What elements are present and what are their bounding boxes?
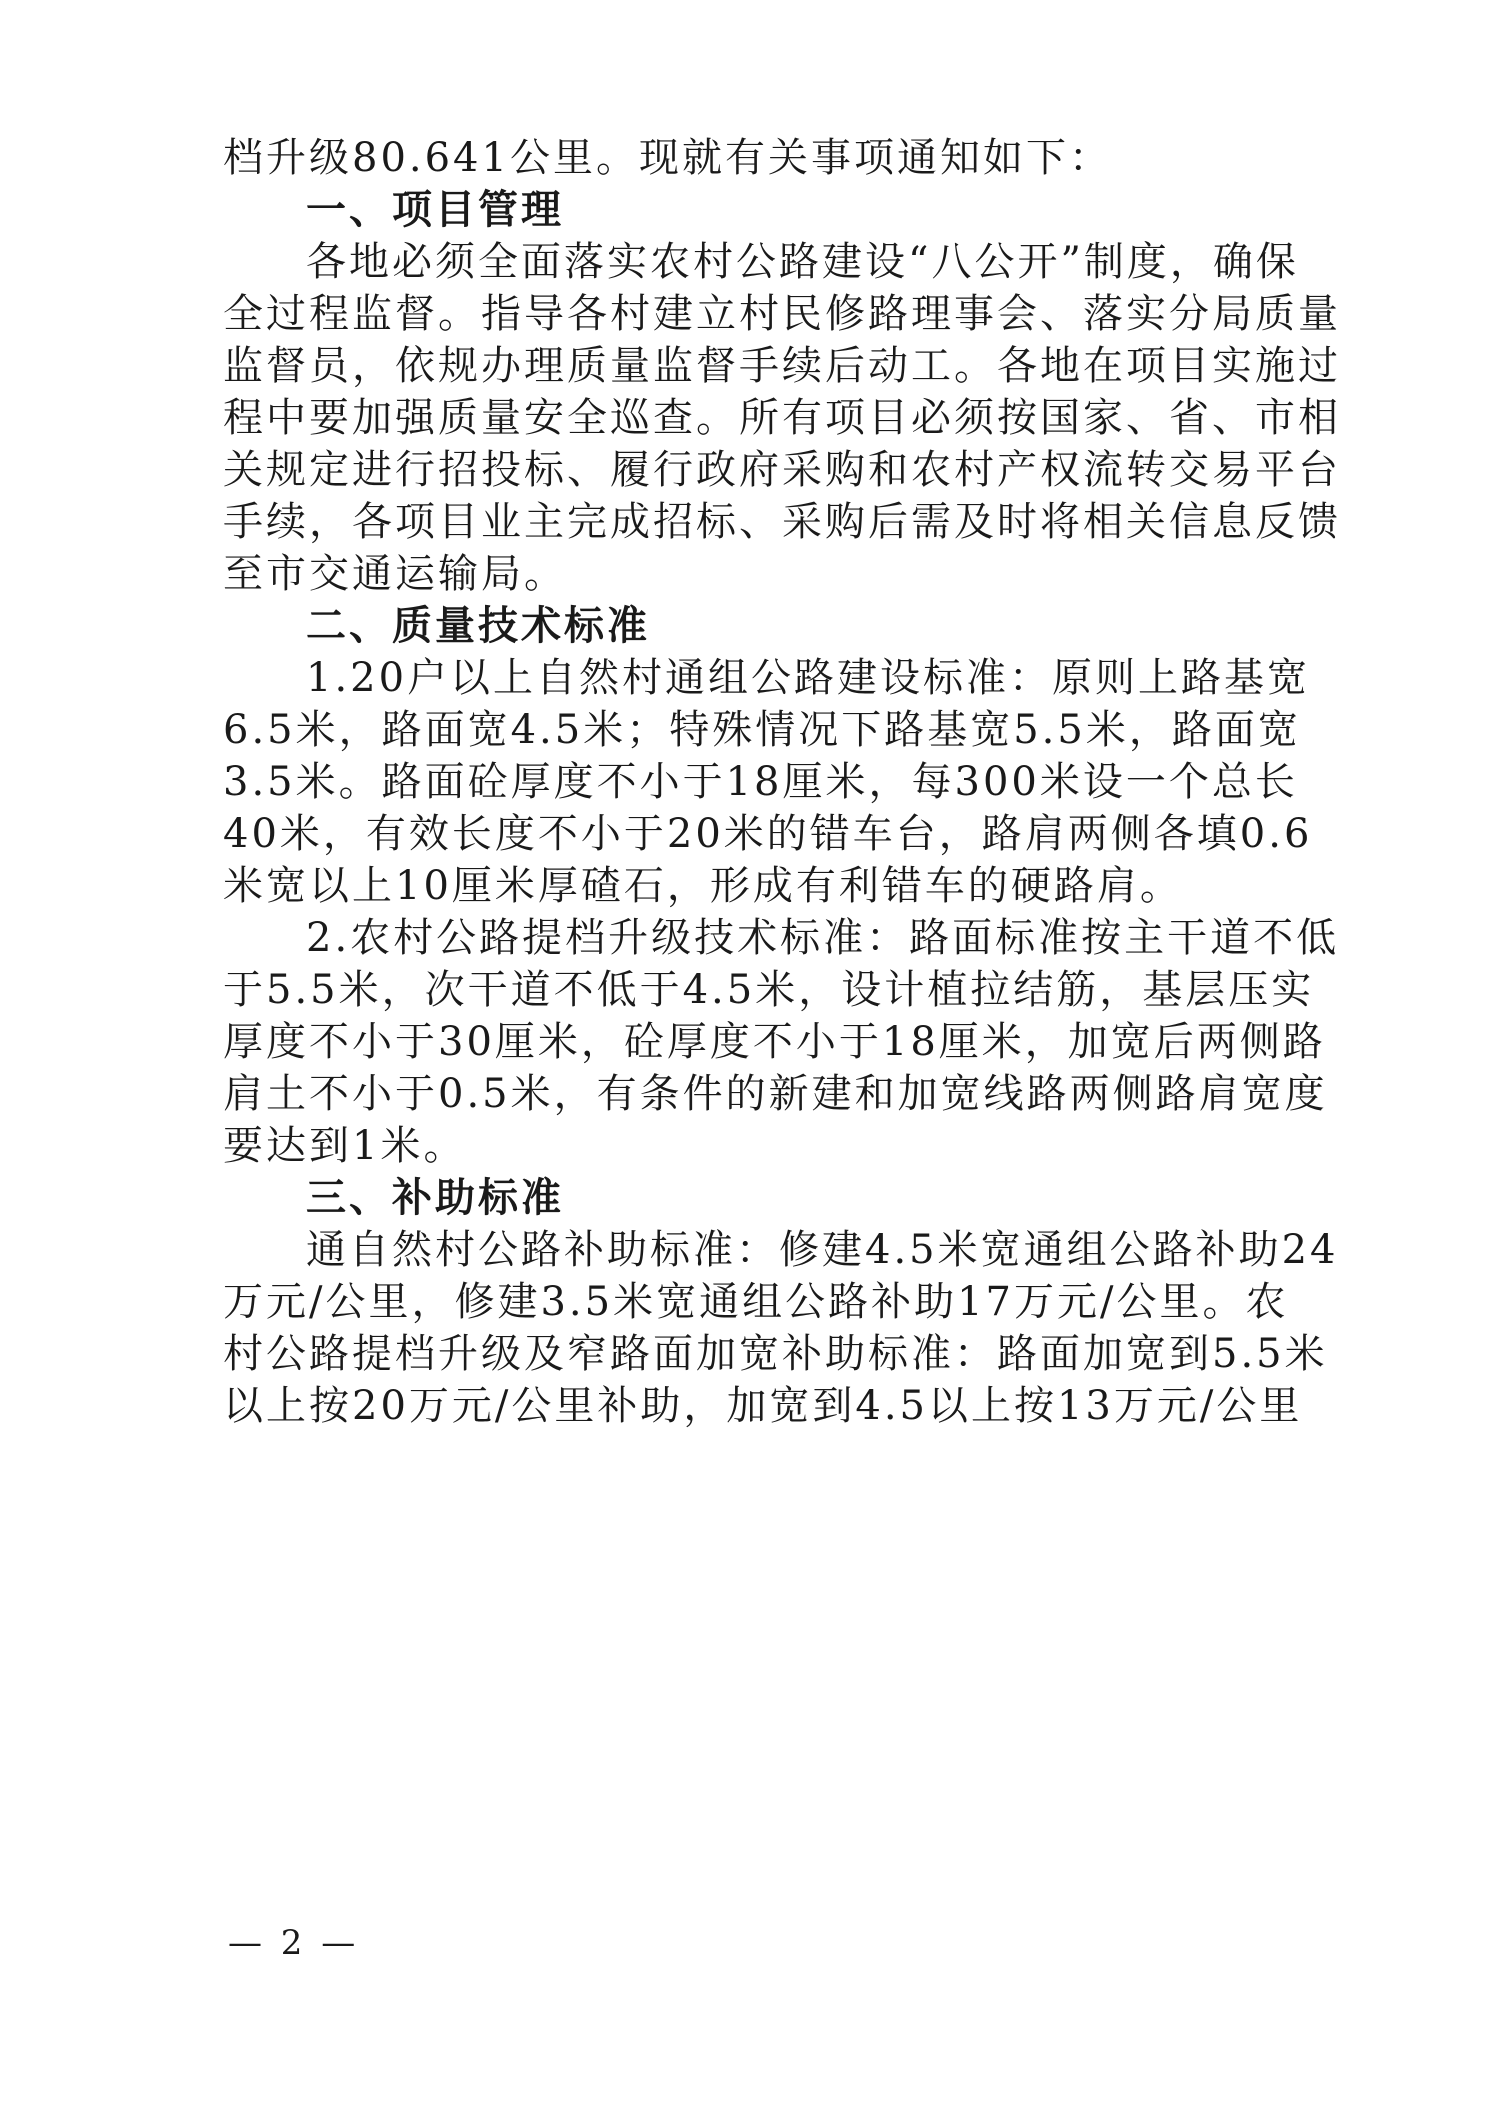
body-text-line: 监督员，依规办理质量监督手续后动工。各地在项目实施过: [223, 343, 1341, 389]
body-text-line: 通自然村公路补助标准：修建4.5米宽通组公路补助24: [306, 1227, 1339, 1273]
body-text-line: 1.20户以上自然村通组公路建设标准：原则上路基宽: [306, 655, 1311, 701]
body-text-line: 2.农村公路提档升级技术标准：路面标准按主干道不低: [306, 915, 1340, 961]
body-text-line: 村公路提档升级及窄路面加宽补助标准：路面加宽到5.5米: [223, 1331, 1328, 1377]
body-text-line: 于5.5米，次干道不低于4.5米，设计植拉结筋，基层压实: [223, 967, 1315, 1013]
body-text-line: 全过程监督。指导各村建立村民修路理事会、落实分局质量: [223, 291, 1341, 337]
body-text-line: 肩土不小于0.5米，有条件的新建和加宽线路两侧路肩宽度: [223, 1071, 1328, 1117]
section-heading-subsidy-standards: 三、补助标准: [306, 1175, 564, 1221]
page-number: — 2 —: [228, 1923, 360, 1963]
body-text-line: 档升级80.641公里。现就有关事项通知如下：: [223, 135, 1112, 181]
body-text-line: 6.5米，路面宽4.5米；特殊情况下路基宽5.5米，路面宽: [223, 707, 1301, 753]
body-text-line: 手续，各项目业主完成招标、采购后需及时将相关信息反馈: [223, 499, 1341, 545]
body-text-line: 要达到1米。: [223, 1123, 467, 1169]
body-text-line: 米宽以上10厘米厚碴石，形成有利错车的硬路肩。: [223, 863, 1183, 909]
section-heading-quality-standards: 二、质量技术标准: [306, 603, 650, 649]
body-text-line: 关规定进行招投标、履行政府采购和农村产权流转交易平台: [223, 447, 1341, 493]
body-text-line: 以上按20万元/公里补助，加宽到4.5以上按13万元/公里: [223, 1383, 1303, 1429]
body-text-line: 40米，有效长度不小于20米的错车台，路肩两侧各填0.6: [223, 811, 1313, 857]
body-text-line: 程中要加强质量安全巡查。所有项目必须按国家、省、市相: [223, 395, 1341, 441]
body-text-line: 至市交通运输局。: [223, 551, 567, 597]
section-heading-project-management: 一、项目管理: [306, 187, 564, 233]
body-text-line: 厚度不小于30厘米，砼厚度不小于18厘米，加宽后两侧路: [223, 1019, 1326, 1065]
body-text-line: 万元/公里，修建3.5米宽通组公路补助17万元/公里。农: [223, 1279, 1289, 1325]
body-text-line: 3.5米。路面砼厚度不小于18厘米，每300米设一个总长: [223, 759, 1298, 805]
body-text-line: 各地必须全面落实农村公路建设“八公开”制度，确保: [306, 239, 1299, 285]
